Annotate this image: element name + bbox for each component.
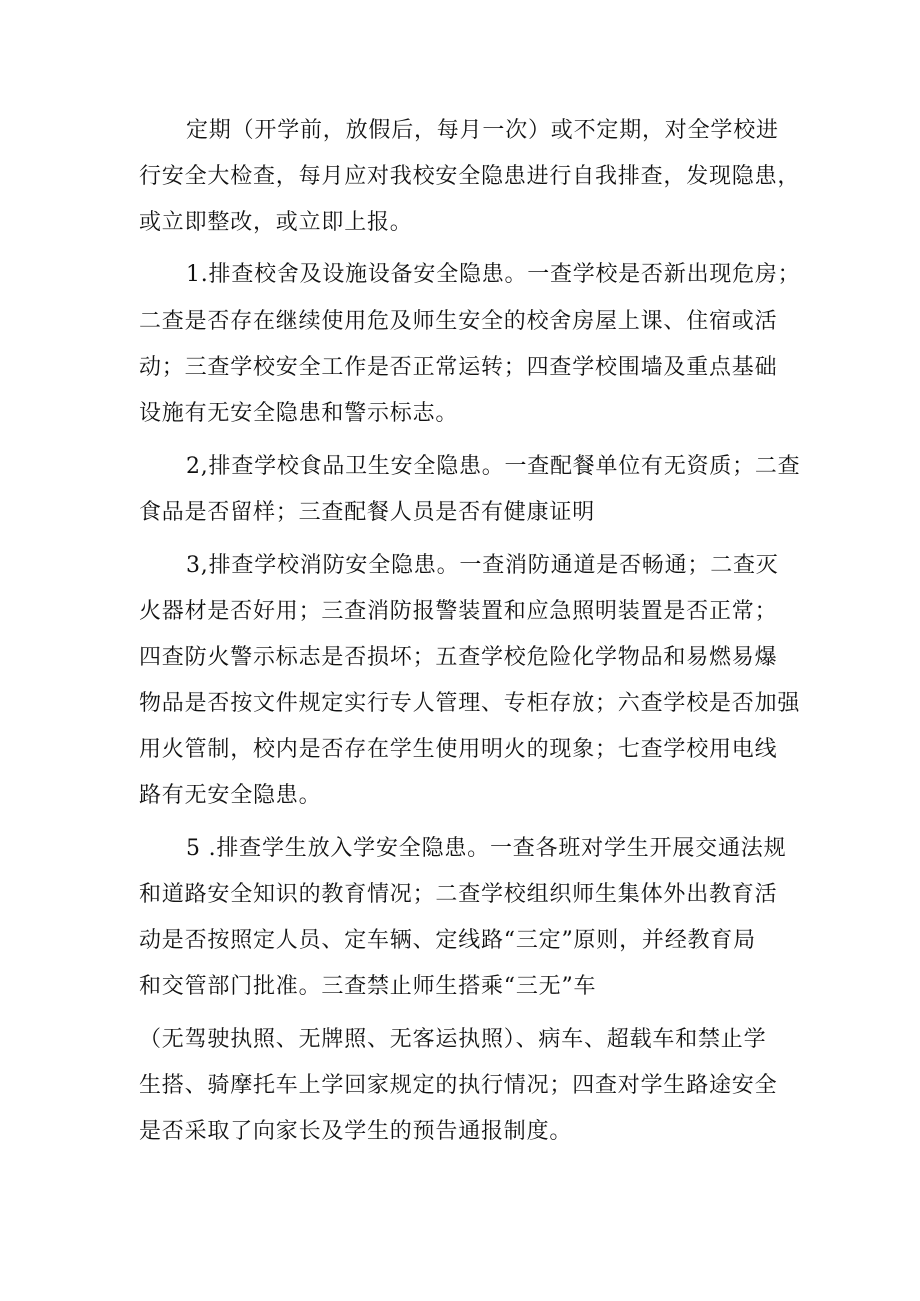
text-line: 物品是否按文件规定实行专人管理、专柜存放；六查学校是否加强 xyxy=(139,691,801,716)
text-line: 1.排查校舍及设施设备安全隐患。一查学校是否新出现危房； xyxy=(186,262,801,287)
text-line: 3,排查学校消防安全隐患。一查消防通道是否畅通；二查灭 xyxy=(186,553,779,578)
text-line: 食品是否留样；三查配餐人员是否有健康证明 xyxy=(139,500,596,525)
text-line: 5 .排查学生放入学安全隐患。一查各班对学生开展交通法规 xyxy=(186,836,787,861)
text-line: 和道路安全知识的教育情况；二查学校组织师生集体外出教育活 xyxy=(139,882,778,907)
text-line: 动；三查学校安全工作是否正常运转；四查学校围墙及重点基础 xyxy=(139,355,778,380)
text-line: （无驾驶执照、无牌照、无客运执照）、病车、超载车和禁止学 xyxy=(139,1027,767,1052)
text-line: 四查防火警示标志是否损坏；五查学校危险化学物品和易燃易爆 xyxy=(139,645,778,670)
text-line: 设施有无安全隐患和警示标志。 xyxy=(139,401,459,426)
text-line: 路有无安全隐患。 xyxy=(139,783,322,808)
text-line: 2,排查学校食品卫生安全隐患。一查配餐单位有无资质；二查 xyxy=(186,454,801,479)
text-line: 行安全大检查，每月应对我校安全隐患进行自我排查，发现隐患， xyxy=(139,164,801,189)
text-line: 用火管制，校内是否存在学生使用明火的现象；七查学校用电线 xyxy=(139,737,778,762)
text-line: 定期（开学前，放假后，每月一次）或不定期，对全学校进 xyxy=(186,118,779,143)
text-line: 生搭、骑摩托车上学回家规定的执行情况；四查对学生路途安全 xyxy=(139,1073,778,1098)
text-line: 动是否按照定人员、定车辆、定线路“三定”原则，并经教育局 xyxy=(139,928,756,953)
text-line: 和交管部门批准。三查禁止师生搭乘“三无”车 xyxy=(139,974,597,999)
text-line: 二查是否存在继续使用危及师生安全的校舍房屋上课、住宿或活 xyxy=(139,309,778,334)
text-line: 或立即整改，或立即上报。 xyxy=(139,210,413,235)
text-line: 火器材是否好用；三查消防报警装置和应急照明装置是否正常； xyxy=(139,599,778,624)
text-line: 是否采取了向家长及学生的预告通报制度。 xyxy=(139,1119,573,1144)
